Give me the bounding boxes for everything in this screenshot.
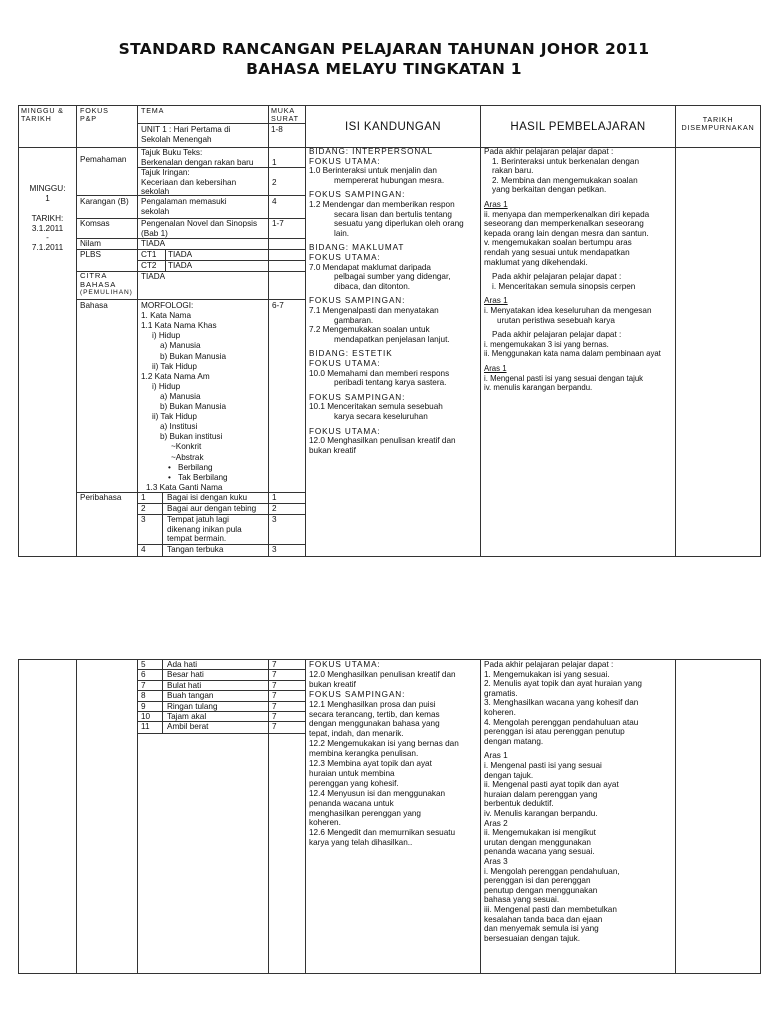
peribahasa-page: 7 — [272, 680, 277, 690]
morfologi-line: b) Bukan Manusia — [160, 351, 226, 361]
peribahasa-number: 11 — [141, 722, 150, 732]
hasil-line: iii. Mengenal pasti dan membetulkan — [484, 905, 617, 914]
hasil-line: dengan matang. — [484, 736, 544, 746]
hasil-line: dengan tajuk. — [484, 770, 534, 780]
hasil-line: v. mengemukakan soalan bertumpu aras — [484, 238, 632, 248]
isi-line: sesuatu yang diperlukan oleh orang — [334, 219, 464, 229]
isi-line: koheren. — [309, 818, 341, 828]
peribahasa-text: Tangan terbuka — [167, 545, 224, 554]
isi-line: 7.1 Mengenalpasti dan menyatakan — [309, 306, 439, 315]
isi-line: pelbagai sumber yang didengar, — [334, 272, 451, 282]
peribahasa-text: Buah tangan — [167, 691, 214, 701]
isi-line: BIDANG: MAKLUMAT — [309, 243, 405, 253]
hasil-line: Aras 1 — [484, 296, 508, 306]
hasil-line: huraian dalam perenggan yang — [484, 789, 598, 799]
fokus-peribahasa: Peribahasa — [80, 493, 122, 502]
header-hasil-pembelajaran: HASIL PEMBELAJARAN — [510, 121, 646, 133]
plbs-ct2-value: TIADA — [168, 261, 193, 270]
isi-line: 1.0 Berinteraksi untuk menjalin dan — [309, 166, 437, 176]
hasil-line: perenggan isi atau perenggan penutup — [484, 727, 625, 737]
peribahasa-text: Bagai isi dengan kuku — [167, 493, 248, 502]
header-muka-surat: MUKA SURAT — [271, 106, 299, 124]
plbs-ct1-code: CT1 — [141, 250, 157, 259]
peribahasa-page: 7 — [272, 722, 277, 732]
peribahasa-number: 9 — [141, 701, 146, 711]
header-minggu-tarikh: MINGGU & TARIKH — [21, 106, 64, 124]
morfologi-line: • Tak Berbilang — [178, 473, 228, 483]
peribahasa-text: Ada hati — [167, 660, 198, 669]
morfologi-line: ii) Tak Hidup — [152, 361, 197, 371]
morfologi-line: 1. Kata Nama — [141, 311, 192, 321]
fokus-komsas: Komsas — [80, 219, 110, 228]
hasil-line: yang berkaitan dengan petikan. — [492, 185, 607, 195]
isi-line: huraian untuk membina — [309, 768, 395, 778]
row-divider — [137, 669, 305, 670]
isi-line: secara lisan dan bertulis tentang — [334, 209, 452, 219]
isi-line: peribadi tentang karya sastera. — [334, 378, 447, 388]
morfologi-line: • Berbilang — [178, 463, 213, 473]
hasil-line: penanda wacana yang sesuai. — [484, 847, 595, 857]
isi-line: secara terancang, tertib, dan kemas — [309, 709, 440, 719]
week-dates: TARIKH: 3.1.2011 - 7.1.2011 — [31, 214, 64, 252]
hasil-line: penutup dengan menggunakan — [484, 885, 598, 895]
hasil-line: urutan dengan menggunakan — [484, 837, 591, 847]
isi-line: karya yang telah dihasilkan.. — [309, 838, 413, 848]
page-bahasa: 6-7 — [272, 301, 284, 310]
morfologi-line: ~Konkrit — [171, 442, 202, 452]
hasil-line: Aras 2 — [484, 818, 508, 828]
isi-line: 12.0 Menghasilkan penulisan kreatif dan — [309, 669, 456, 679]
hasil-line: 1. Mengemukakan isi yang sesuai. — [484, 669, 610, 679]
hasil-line: iv. menulis karangan berpandu. — [484, 383, 593, 393]
hasil-line: urutan peristiwa sesebuah karya — [497, 315, 615, 325]
peribahasa-text: Besar hati — [167, 670, 204, 680]
peribahasa-page: 7 — [272, 660, 277, 669]
hasil-line: i. Mengenal pasti isi yang sesuai — [484, 761, 602, 770]
isi-line: FOKUS UTAMA: — [309, 426, 381, 436]
isi-line: 10.1 Menceritakan semula sesebuah — [309, 402, 443, 412]
peribahasa-text: Bulat hati — [167, 680, 202, 690]
peribahasa-page: 7 — [272, 712, 277, 721]
hasil-line: bersesuaian dengan tajuk. — [484, 933, 581, 943]
peribahasa-text: Tempat jatuh lagi — [167, 515, 229, 524]
fokus-bahasa: Bahasa — [80, 301, 108, 310]
morfologi-line: a) Manusia — [160, 391, 201, 401]
isi-line: FOKUS SAMPINGAN: — [309, 190, 406, 200]
tema-komsas: Pengenalan Novel dan Sinopsis (Bab 1) — [141, 219, 258, 238]
peribahasa-text: Ringan tulang — [167, 701, 218, 711]
morfologi-line: i) Hidup — [152, 331, 181, 341]
hasil-line: Pada akhir pelajaran pelajar dapat : — [492, 272, 622, 282]
hasil-line: 1. Berinteraksi untuk berkenalan dengan — [492, 156, 640, 166]
isi-line: lain. — [334, 228, 350, 238]
hasil-line: i. Mengenal pasti isi yang sesuai dengan tajuk — [484, 373, 644, 383]
morfologi-line: 1.3 Kata Ganti Nama — [146, 482, 223, 492]
unit-title: UNIT 1 : Hari Pertama di Sekolah Menengah — [141, 125, 231, 144]
isi-line: mendapatkan penjelasan lanjut. — [334, 334, 450, 344]
hasil-line: i. Mengolah perenggan pendahuluan, — [484, 866, 620, 876]
isi-line: karya secara keseluruhan — [334, 412, 428, 421]
page-buku-teks: 1 — [272, 158, 277, 167]
isi-line: 12.2 Mengemukakan isi yang bernas dan — [309, 739, 459, 749]
header-tema: TEMA — [141, 106, 165, 115]
isi-line: BIDANG: INTERPERSONAL — [309, 147, 433, 156]
peribahasa-text: Bagai aur dengan tebing — [167, 504, 257, 513]
row-divider — [137, 721, 305, 722]
tema-nilam: TIADA — [141, 239, 166, 248]
morfologi-line: MORFOLOGI: — [141, 301, 194, 310]
isi-line: FOKUS UTAMA: — [309, 359, 381, 368]
isi-line: 12.3 Membina ayat topik dan ayat — [309, 759, 432, 768]
hasil-line: Pada akhir pelajaran pelajar dapat : — [484, 147, 614, 156]
isi-line: dengan menggunakan bahasa yang — [309, 719, 440, 729]
tema-citra: TIADA — [141, 272, 166, 281]
hasil-line: 2. Membina dan mengemukakan soalan — [492, 175, 638, 185]
hasil-line: i. mengemukakan 3 isi yang bernas. — [484, 339, 609, 349]
row-divider — [137, 701, 305, 702]
tema-karangan: Pengalaman memasuki sekolah — [141, 197, 227, 216]
hasil-line: dan menyemak semula isi yang — [484, 924, 599, 934]
header-tarikh-disempurnakan: TARIKH DISEMPURNAKAN — [681, 115, 755, 133]
hasil-line: Pada akhir pelajaran pelajar dapat : — [492, 330, 622, 340]
morfologi-line: b) Bukan Manusia — [160, 402, 226, 411]
hasil-line: Aras 1 — [484, 751, 508, 761]
isi-line: mempererat hubungan mesra. — [334, 175, 445, 185]
hasil-line: bahasa yang sesuai. — [484, 895, 560, 905]
header-fokus: FOKUS P&P — [80, 106, 109, 124]
hasil-line: ii. menyapa dan memperkenalkan diri kepada — [484, 209, 650, 219]
peribahasa-text: Ambil berat — [167, 722, 209, 732]
peribahasa-page: 7 — [272, 691, 277, 701]
hasil-line: kesalahan tanda baca dan ejaan — [484, 914, 603, 924]
peribahasa-number: 1 — [141, 493, 146, 502]
isi-line: 7.0 Mendapat maklumat daripada — [309, 262, 431, 272]
isi-line: menghasilkan perenggan yang — [309, 808, 421, 818]
hasil-line: perenggan isi dan perenggan — [484, 876, 591, 886]
peribahasa-page: 2 — [272, 504, 277, 513]
morfologi-line: a) Manusia — [160, 341, 201, 351]
isi-line: BIDANG: ESTETIK — [309, 349, 393, 359]
hasil-line: kepada orang lain dengan mesra dan santun. — [484, 228, 649, 238]
tema-iringan: Tajuk Iringan: Keceriaan dan kebersihan sekolah — [141, 168, 237, 197]
isi-line: 7.2 Mengemukakan soalan untuk — [309, 325, 430, 335]
fokus-nilam: Nilam — [80, 239, 101, 248]
isi-line: penanda wacana untuk — [309, 798, 394, 808]
isi-line: bukan kreatif — [309, 445, 356, 455]
fokus-pemahaman: Pemahaman — [80, 155, 127, 164]
peribahasa-page: 7 — [272, 670, 277, 680]
peribahasa-number: 8 — [141, 691, 146, 701]
hasil-line: Aras 3 — [484, 857, 508, 866]
isi-line: FOKUS SAMPINGAN: — [309, 689, 406, 699]
morfologi-line: a) Institusi — [160, 422, 198, 432]
hasil-line: ii. Menggunakan kata nama dalam pembinaan ayat — [484, 349, 661, 359]
hasil-line: i. Menceritakan semula sinopsis cerpen — [492, 281, 636, 291]
peribahasa-text: Tajam akal — [167, 712, 207, 721]
isi-line: gambaran. — [334, 315, 374, 325]
page-karangan: 4 — [272, 197, 277, 206]
peribahasa-number: 2 — [141, 504, 146, 513]
hasil-line: Pada akhir pelajaran pelajar dapat : — [484, 660, 614, 669]
isi-line: 12.6 Mengedit dan memurnikan sesuatu — [309, 828, 456, 838]
morfologi-line: i) Hidup — [152, 381, 181, 391]
isi-line: bukan kreatif — [309, 679, 356, 689]
hasil-line: 3. Menghasilkan wacana yang kohesif dan — [484, 698, 639, 708]
peribahasa-number: 6 — [141, 670, 146, 680]
unit-page: 1-8 — [271, 125, 283, 134]
page-iringan: 2 — [272, 178, 277, 187]
peribahasa-text: tempat bermain. — [167, 534, 227, 544]
hasil-line: iv. Menulis karangan berpandu. — [484, 809, 598, 818]
fokus-citra-bahasa: CITRA BAHASA (PEMULIHAN) — [80, 271, 133, 297]
hasil-line: 2. Menulis ayat topik dan ayat huraian yang — [484, 679, 642, 689]
hasil-line: rendah yang sesuai untuk mendapatkan — [484, 248, 630, 257]
morfologi-line: ii) Tak Hidup — [152, 412, 197, 422]
peribahasa-text: dikenang inikan pula — [167, 524, 242, 534]
morfologi-line: 1.1 Kata Nama Khas — [141, 321, 217, 331]
hasil-line: koheren. — [484, 708, 516, 717]
hasil-line: i. Menyatakan idea keseluruhan da mengesan — [484, 306, 652, 315]
peribahasa-page: 3 — [272, 545, 277, 554]
isi-line: 12.1 Menghasilkan prosa dan puisi — [309, 699, 436, 709]
isi-line: dibaca, dan ditonton. — [334, 281, 411, 291]
tema-buku-teks: Tajuk Buku Teks: Berkenalan dengan rakan baru — [141, 148, 254, 167]
row-divider — [137, 711, 305, 712]
peribahasa-number: 10 — [141, 712, 151, 721]
isi-line: 1.2 Mendengar dan memberikan respon — [309, 200, 455, 209]
hasil-line: seseorang dan memperkenalkan seseorang — [484, 219, 644, 229]
plbs-ct1-value: TIADA — [168, 250, 193, 259]
document-subtitle: BAHASA MELAYU TINGKATAN 1 — [246, 60, 522, 78]
peribahasa-number: 5 — [141, 660, 146, 669]
peribahasa-page: 7 — [272, 701, 277, 711]
isi-line: FOKUS UTAMA: — [309, 253, 381, 262]
peribahasa-page: 3 — [272, 515, 277, 524]
hasil-line: gramatis. — [484, 688, 518, 698]
isi-line: membina kerangka penulisan. — [309, 749, 419, 759]
isi-line: FOKUS UTAMA: — [309, 660, 381, 669]
peribahasa-number: 4 — [141, 545, 146, 554]
hasil-line: ii. Mengenal pasti ayat topik dan ayat — [484, 780, 619, 790]
isi-line: perenggan yang kohesif. — [309, 778, 399, 788]
week-number: MINGGU: 1 — [29, 184, 66, 203]
row-divider — [137, 680, 305, 681]
hasil-line: ii. Mengemukakan isi mengikut — [484, 828, 596, 838]
isi-line: tepat, indah, dan menarik. — [309, 729, 404, 739]
isi-line: 12.0 Menghasilkan penulisan kreatif dan — [309, 436, 456, 446]
hasil-line: rakan baru. — [492, 166, 534, 176]
isi-line: FOKUS SAMPINGAN: — [309, 296, 406, 306]
isi-line: 10.0 Memahami dan memberi respons — [309, 368, 450, 378]
hasil-line: 4. Mengolah perenggan pendahuluan atau — [484, 717, 639, 727]
hasil-line: berbentuk deduktif. — [484, 799, 554, 809]
peribahasa-number: 7 — [141, 680, 146, 690]
hasil-line: maklumat yang dikehendaki. — [484, 257, 588, 267]
row-divider — [137, 690, 305, 691]
isi-line: FOKUS UTAMA: — [309, 156, 381, 166]
peribahasa-number: 3 — [141, 515, 146, 524]
morfologi-line: 1.2 Kata Nama Am — [141, 371, 210, 381]
morfologi-line: ~Abstrak — [171, 452, 204, 462]
peribahasa-page: 1 — [272, 493, 277, 502]
plbs-ct2-code: CT2 — [141, 261, 157, 270]
header-isi-kandungan: ISI KANDUNGAN — [345, 121, 441, 133]
hasil-line: Aras 1 — [484, 364, 507, 373]
isi-line: 12.4 Menyusun isi dan menggunakan — [309, 788, 446, 798]
fokus-plbs: PLBS — [80, 250, 101, 259]
fokus-karangan: Karangan (B) — [80, 197, 129, 206]
hasil-line: Aras 1 — [484, 200, 508, 209]
document-title: STANDARD RANCANGAN PELAJARAN TAHUNAN JOHOR 2011 — [118, 40, 650, 58]
page-komsas: 1-7 — [272, 219, 284, 228]
morfologi-line: b) Bukan institusi — [160, 432, 223, 442]
isi-line: FOKUS SAMPINGAN: — [309, 392, 406, 402]
